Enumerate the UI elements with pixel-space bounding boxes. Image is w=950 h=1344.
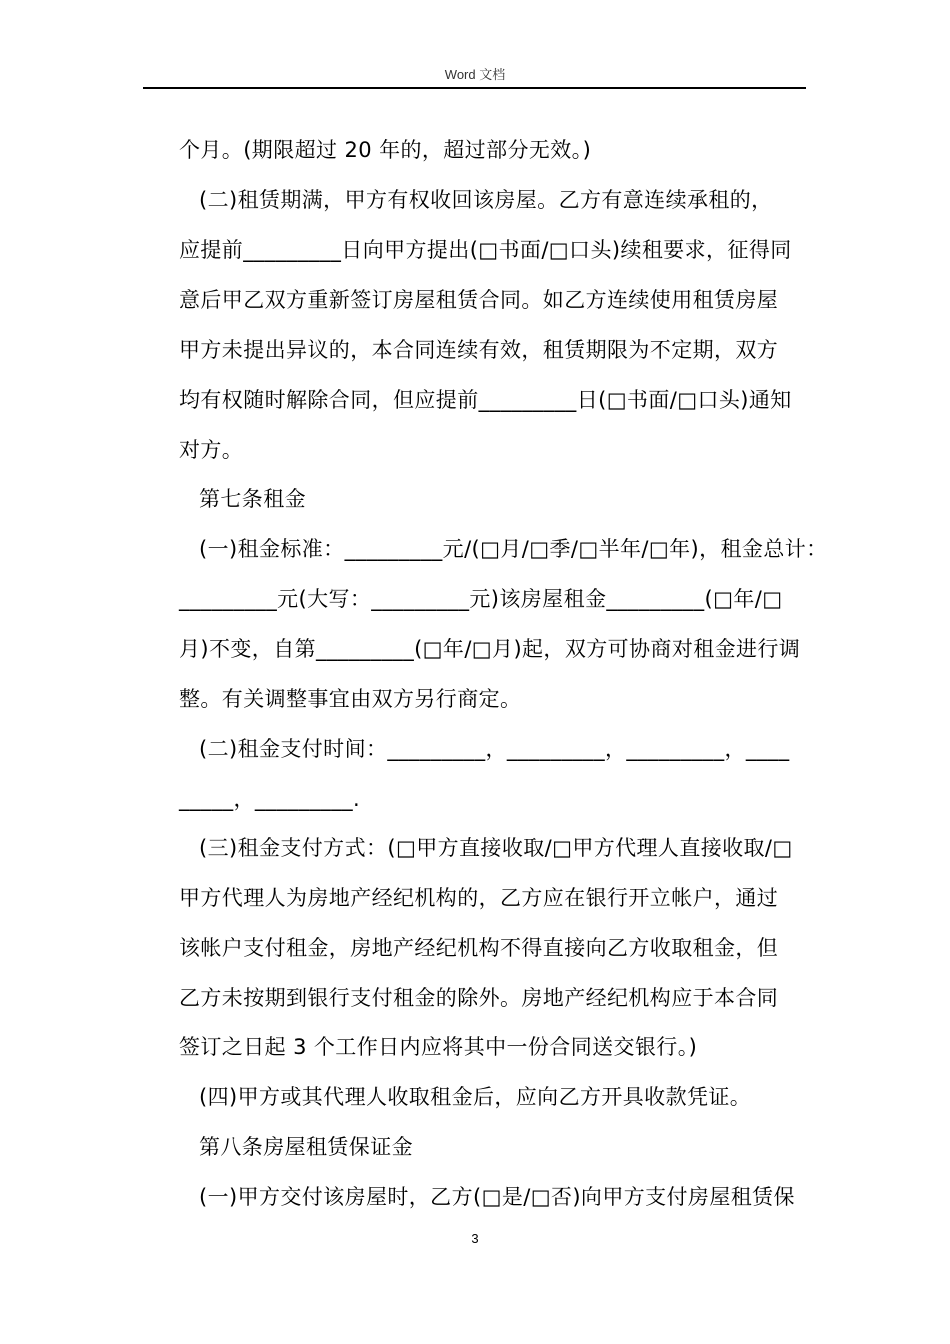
text-line: (一)甲方交付该房屋时，乙方(□是/□否)向甲方支付房屋租赁保 [199, 1185, 795, 1209]
text-line: 对方。 [179, 438, 244, 462]
text-line: 签订之日起 3 个工作日内应将其中一份合同送交银行。) [179, 1035, 698, 1059]
section-heading: 第八条房屋租赁保证金 [199, 1135, 413, 1159]
header-divider [143, 87, 806, 89]
text-line: 应提前_________日向甲方提出(□书面/□口头)续租要求，征得同 [179, 238, 792, 262]
text-line: 该帐户支付租金，房地产经纪机构不得直接向乙方收取租金，但 [179, 936, 779, 960]
text-line: 均有权随时解除合同，但应提前_________日(□书面/□口头)通知 [179, 388, 792, 412]
text-line: 乙方未按期到银行支付租金的除外。房地产经纪机构应于本合同 [179, 986, 779, 1010]
section-heading: 第七条租金 [199, 487, 306, 511]
text-line: 个月。(期限超过 20 年的，超过部分无效。) [179, 138, 592, 162]
text-line: (二)租赁期满，甲方有权收回该房屋。乙方有意连续承租的， [199, 188, 773, 212]
text-line: _________元(大写：_________元)该房屋租金_________(□年/□ [179, 587, 783, 611]
text-line: 意后甲乙双方重新签订房屋租赁合同。如乙方连续使用租赁房屋 [179, 288, 779, 312]
text-line: (一)租金标准：_________元/(□月/□季/□半年/□年)，租金总计： [199, 537, 828, 561]
text-line: 整。有关调整事宜由双方另行商定。 [179, 687, 522, 711]
text-line: (四)甲方或其代理人收取租金后，应向乙方开具收款凭证。 [199, 1085, 752, 1109]
text-line: 甲方代理人为房地产经纪机构的，乙方应在银行开立帐户，通过 [179, 886, 779, 910]
page-header: Word 文档 [444, 67, 506, 82]
page-number: 3 [471, 1231, 479, 1246]
text-line: 甲方未提出异议的，本合同连续有效，租赁期限为不定期，双方 [179, 338, 779, 362]
text-line: (三)租金支付方式：(□甲方直接收取/□甲方代理人直接收取/□ [199, 836, 793, 860]
text-line: 月)不变，自第_________(□年/□月)起，双方可协商对租金进行调 [179, 637, 801, 661]
text-line: _____，_________. [179, 787, 361, 811]
text-line: (二)租金支付时间：_________，_________，_________，____ [199, 737, 790, 761]
